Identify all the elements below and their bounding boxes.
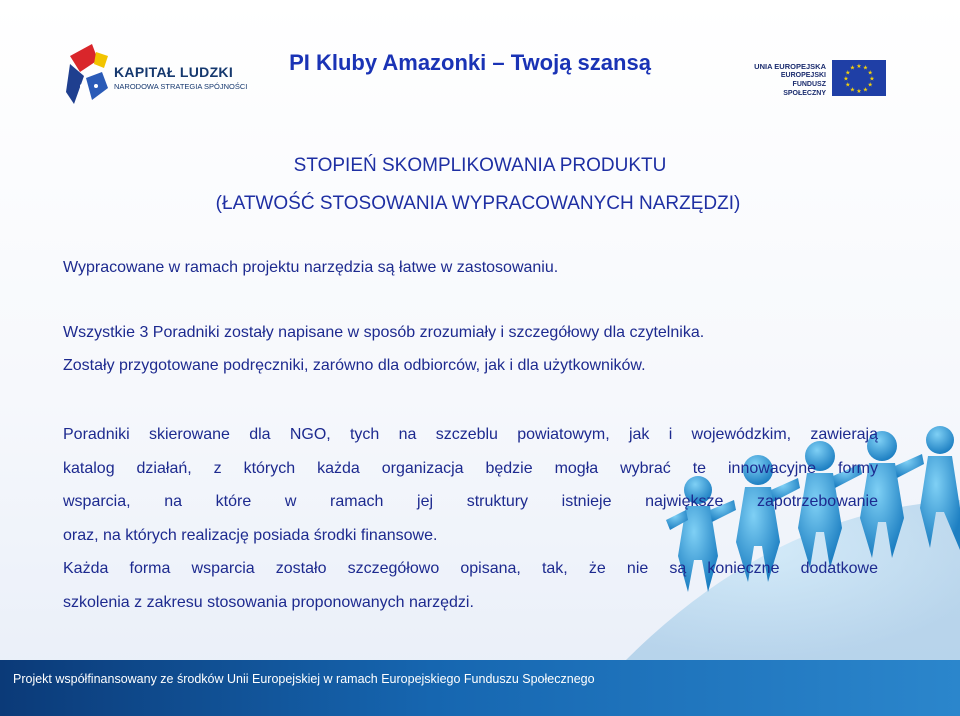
svg-text:★: ★ [843,75,849,83]
paragraph-3-line4: oraz, na których realizację posiada środki finansowe. [63,527,438,544]
page-title: PI Kluby Amazonki – Twoją szansą [289,50,651,75]
svg-text:★: ★ [856,63,862,70]
svg-text:★: ★ [862,86,869,94]
svg-text:★: ★ [849,64,856,72]
eu-logo-line3: FUNDUSZ SPOŁECZNY [783,81,826,97]
kapital-ludzki-logo [62,42,252,112]
eu-logo [752,60,892,100]
eu-logo-line1: UNIA EUROPEJSKA [754,62,826,71]
paragraph-1: Wypracowane w ramach projektu narzędzia są łatwe w zastosowaniu. [63,259,559,276]
eu-logo-line2: EUROPEJSKI [780,72,826,79]
eu-flag-icon [832,60,886,96]
paragraph-2-line1: Wszystkie 3 Poradniki zostały napisane w sposób zrozumiały i szczegółowy dla czytelnika. [63,324,705,341]
kapital-ludzki-title: KAPITAŁ LUDZKI [114,64,234,80]
eu-logo-text [752,62,826,98]
svg-text:★: ★ [867,69,873,77]
paragraph-4-line2: szkolenia z zakresu stosowania proponowanych narzędzi. [63,594,474,611]
paragraph-2-line2: Zostały przygotowane podręczniki, zarówno dla odbiorców, jak i dla użytkowników. [63,357,646,374]
paragraph-3-line2: katalog działań, z których każda organizacja będzie mogła wybrać te innowacyjne formy [63,460,878,477]
paragraph-3-line1: Poradniki skierowane dla NGO, tych na szczeblu powiatowym, jak i wojewódzkim, zawierają [63,426,878,443]
kapital-ludzki-mark-icon [62,42,112,112]
svg-text:★: ★ [856,88,862,95]
svg-text:★: ★ [849,86,856,94]
svg-text:★: ★ [862,64,869,72]
footer-bar [0,660,960,716]
svg-text:★: ★ [845,69,851,77]
section-heading-line1: STOPIEŃ SKOMPLIKOWANIA PRODUKTU [293,155,667,176]
svg-text:★: ★ [845,81,851,89]
kapital-ludzki-subtitle: NARODOWA STRATEGIA SPÓJNOŚCI [114,82,248,91]
svg-text:★: ★ [867,81,873,89]
section-heading-line2: (ŁATWOŚĆ STOSOWANIA WYPRACOWANYCH NARZĘDZI) [215,193,741,214]
paragraph-4-line1: Każda forma wsparcia zostało szczegółowo opisana, tak, że nie są konieczne dodatkowe [63,560,878,577]
footer-text: Projekt współfinansowany ze środków Unii Europejskiej w ramach Europejskiego Funduszu Społecznego [13,672,595,686]
paragraph-3-line3: wsparcia, na które w ramach jej struktury istnieje największe zapotrzebowanie [63,493,878,510]
svg-text:★: ★ [869,75,875,83]
